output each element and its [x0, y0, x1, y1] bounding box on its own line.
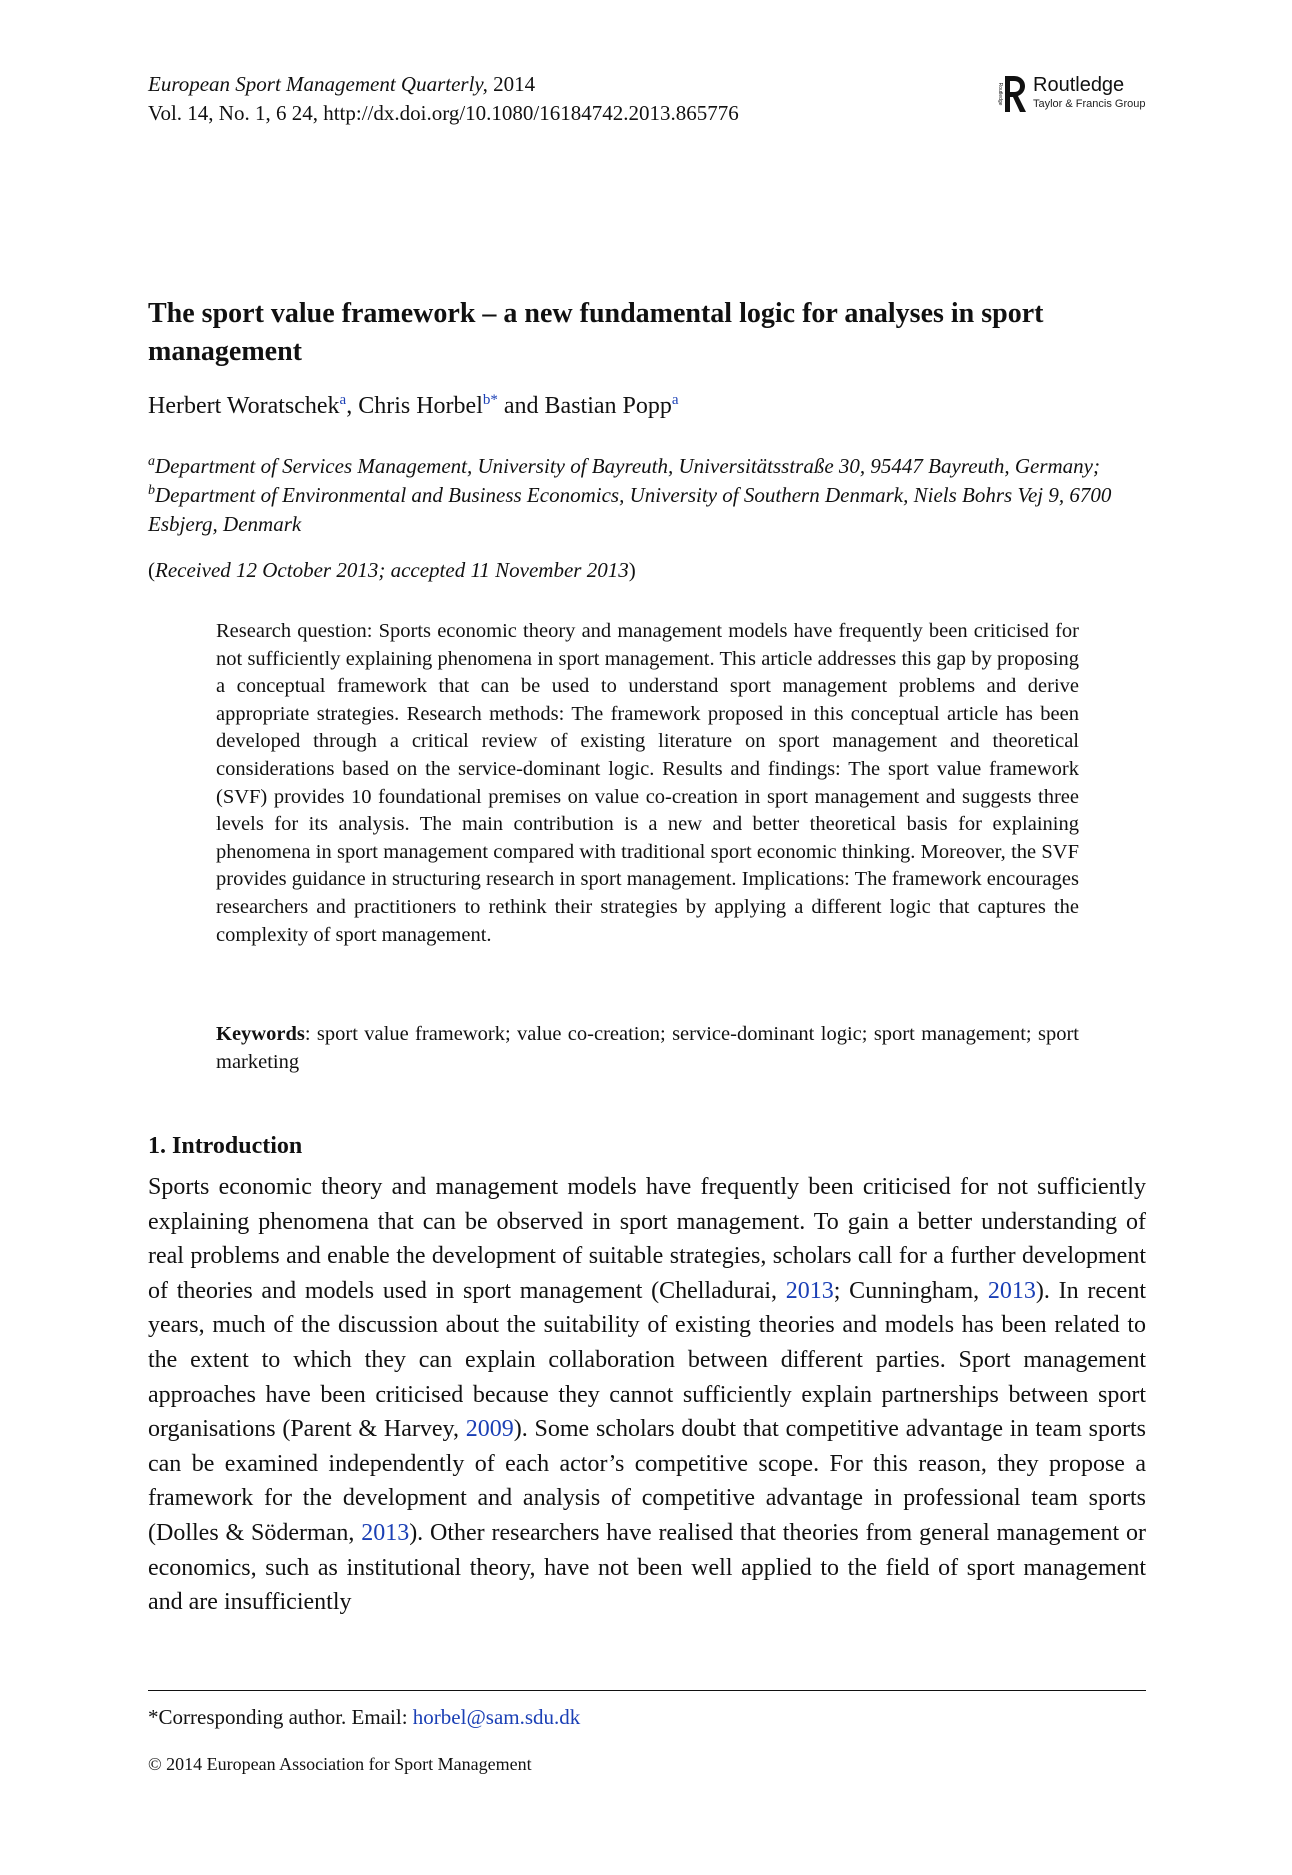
intro-text: ). Some scholars doubt that competitive advantage in team sports can be examined independently of each actor’s competitive scope. For this reason, they propose a framework for the development and analysis of competitive advantage in professional team sports (Dolles & Söderman, [148, 1416, 1146, 1546]
citation-link[interactable]: 2013 [361, 1519, 410, 1546]
author-list [148, 390, 679, 422]
paren-open: ( [148, 558, 155, 582]
footnote-divider [148, 1690, 1146, 1691]
paren-close: ) [628, 558, 636, 582]
citation-link[interactable]: 2013 [987, 1277, 1036, 1304]
author-affiliation-mark[interactable]: a [339, 392, 347, 408]
routledge-logo [993, 72, 1153, 120]
publisher-group: Taylor & Francis Group [1033, 98, 1146, 110]
corresponding-label: *Corresponding author. Email: [148, 1705, 413, 1729]
citation-link[interactable]: 2013 [785, 1277, 834, 1304]
routledge-r-icon [993, 72, 1029, 116]
journal-name: European Sport Management Quarterly, [148, 72, 488, 96]
intro-text: ). Other researchers have realised that theories from general management or economics, such as institutional theory, have not been well applied to the field of sport management and are insufficiently [148, 1519, 1146, 1616]
volume-doi-line[interactable]: Vol. 14, No. 1, 6 24, http://dx.doi.org/10.1080/16184742.2013.865776 [148, 101, 739, 125]
intro-text: Sports economic theory and management models have frequently been criticised for not sufficiently explaining phenomena that can be observed in sport management. To gain a better understanding of real problems and enable the development of suitable strategies, scholars call for a further development of theories and models used in sport management (Chelladurai, [148, 1174, 1146, 1304]
received-dates [148, 556, 636, 585]
section-heading-introduction: 1. Introduction [148, 1133, 303, 1159]
introduction-paragraph [148, 1170, 1146, 1620]
affiliation-a: Department of Services Management, University of Bayreuth, Universitätsstraße 30, 95447 Bayreuth, Germany; [155, 454, 1100, 478]
author-affiliation-mark[interactable]: b* [482, 392, 498, 408]
citation-link[interactable]: 2009 [465, 1416, 514, 1443]
affiliations [148, 452, 1148, 539]
affiliation-mark-b: b [148, 483, 155, 498]
intro-text: ). In recent years, much of the discussion about the suitability of existing theories and models has been related to the extent to which they can explain collaboration between different parties. Sport management approaches have been criticised because they cannot sufficiently explain partnerships between sport organisations (Parent & Harvey, [148, 1277, 1146, 1443]
author-name: Herbert Woratschek [148, 393, 340, 419]
keywords [216, 1020, 1079, 1076]
abstract: Research question: Sports economic theory and management models have frequently been criticised for not sufficiently explaining phenomena in sport management. This article addresses this gap by proposing a conceptual framework that can be used to understand sport management problems and derive appropriate strategies. Research methods: The framework proposed in this conceptual article has been developed through a critical review of existing literature on sport management and theoretical considerations based on the service-dominant logic. Results and findings: The sport value framework (SVF) provides 10 foundational premises on value co-creation in sport management and suggests three levels for its analysis. The main contribution is a new and better theoretical basis for explaining phenomena in sport management compared with traditional sport economic thinking. Moreover, the SVF provides guidance in structuring research in sport management. Implications: The framework encourages researchers and practitioners to rethink their strategies by applying a different logic that captures the complexity of sport management. [216, 620, 1079, 946]
keywords-list: : sport value framework; value co-creation; service-dominant logic; sport management; sport marketing [216, 1023, 1079, 1073]
author-separator: , [346, 393, 359, 419]
journal-year: 2014 [493, 72, 536, 96]
routledge-vertical-text: Routledge [997, 82, 1003, 106]
corresponding-author-footnote [148, 1703, 580, 1732]
publisher-name: Routledge [1033, 74, 1125, 96]
copyright-notice: © 2014 European Association for Sport Management [148, 1754, 532, 1774]
author-separator: and [497, 393, 545, 419]
received-text: Received 12 October 2013; accepted 11 November 2013 [155, 558, 629, 582]
affiliation-b: Department of Environmental and Business Economics, University of Southern Denmark, Niels Bohrs Vej 9, 6700 Esbjerg, Denmark [148, 483, 1112, 536]
affiliation-mark-a: a [148, 454, 155, 469]
email-link[interactable]: horbel@sam.sdu.dk [412, 1705, 581, 1729]
keywords-label: Keywords [216, 1023, 305, 1045]
author-name: Bastian Popp [544, 393, 672, 419]
journal-header [148, 70, 739, 128]
author-name: Chris Horbel [358, 393, 483, 419]
article-title: The sport value framework – a new fundamental logic for analyses in sport management [148, 298, 1044, 367]
intro-text: ; Cunningham, [833, 1277, 988, 1304]
author-affiliation-mark[interactable]: a [671, 392, 679, 408]
